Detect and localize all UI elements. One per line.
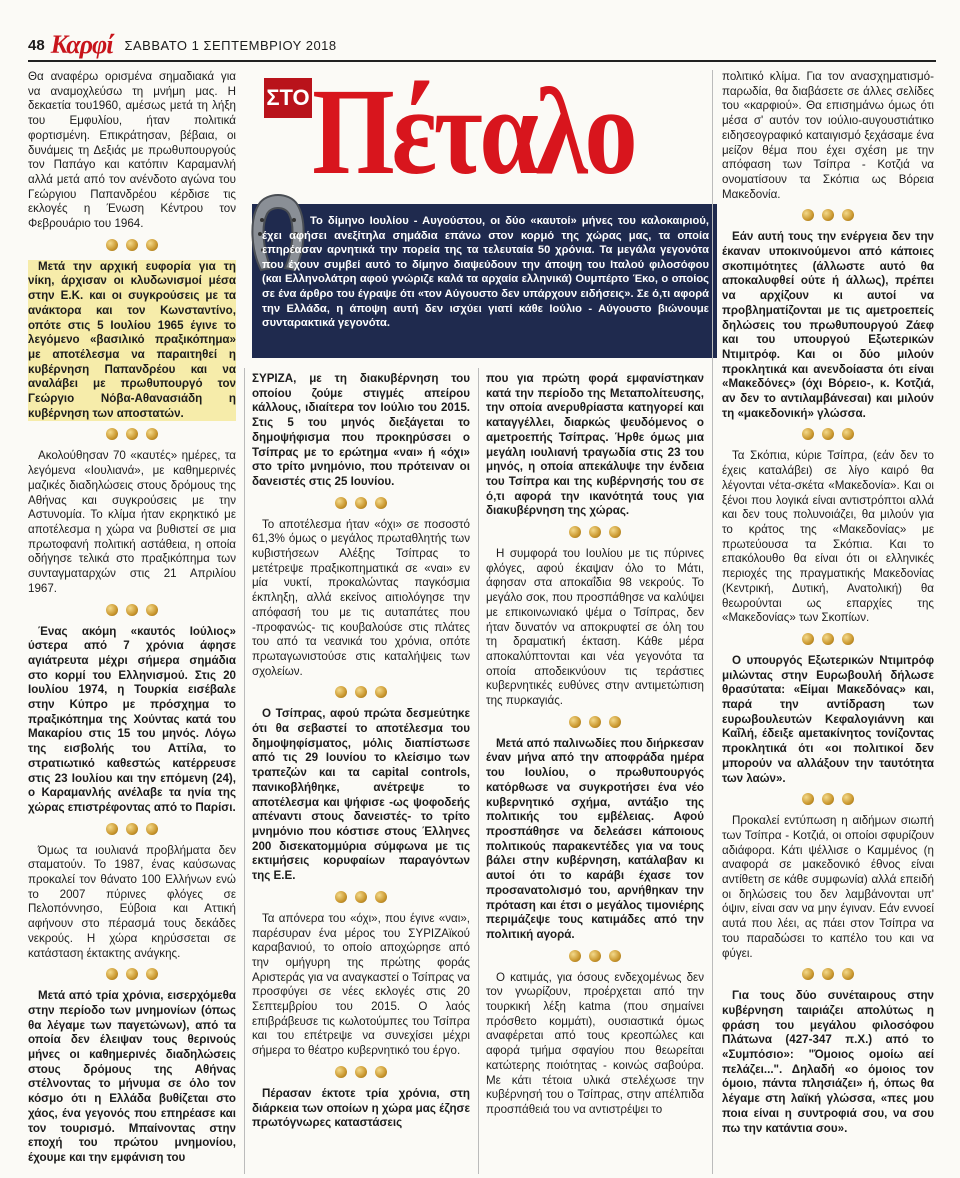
coin-dot-icon [802, 209, 814, 221]
coin-dot-icon [106, 604, 118, 616]
coin-dot-icon [802, 968, 814, 980]
separator-dots [252, 891, 470, 903]
coin-dot-icon [146, 428, 158, 440]
coin-dot-icon [842, 793, 854, 805]
coin-dot-icon [822, 793, 834, 805]
paragraph: Τα απόνερα του «όχι», που έγινε «ναι», παρέσυραν ένα μέρος του ΣΥΡΙΖΑϊκού καραβανιού, το οποίο αποχώρησε από την ομήγυρη της πρώτης φοράς Αριστεράς για να αναγκαστεί ο Τσίπρας να προσφύγει σε νέες εκλογές στις 20 Σεπτεμβρίου του 2015. Ο λαός επιβράβευσε τις κωλοτούμπες του Τσίπρα και του επέτρεψε να συνεχίσει μέχρι σήμερα το θέατρο κυβερνητικό του έργο. [252, 911, 470, 1058]
paragraph: Ακολούθησαν 70 «καυτές» ημέρες, τα λεγόμενα «Ιουλιανά», με καθημερινές μαζικές διαδηλώσεις στους δρόμους της Αθήνας και συγκρούσεις με την Αστυνομία. Το κλίμα ήταν εκρηκτικό με αποτέλεσμα η χώρα να βυθιστεί σε μια πρωτοφανή πολιτική αστάθεια, η οποία οδήγησε τελικά στο πραξικόπημα των συνταγματαρχών στις 21 Απριλίου 1967. [28, 449, 236, 595]
coin-dot-icon [589, 526, 601, 538]
column-1 [28, 70, 236, 1174]
coin-dot-icon [335, 891, 347, 903]
separator-dots [486, 716, 704, 728]
column-rule [712, 70, 713, 1174]
coin-dot-icon [569, 716, 581, 728]
coin-dot-icon [802, 633, 814, 645]
paragraph: Μετά από παλινωδίες που διήρκεσαν έναν μήνα από την αποφράδα ημέρα του Ιουλίου, ο πρωθυπουργός κατόρθωσε να συγκροτήσει ένα νέο κυβερνητικό σχήμα, αντάξιο της πολιτικής του εμβέλειας. Αφού προσπάθησε να δελεάσει κάποιους πολιτικούς παρακεντέδες για να τους βάλει στην κυβέρνηση, κατάλαβαν κι αυτοί ότι το καράβι έχασε τον προσανατολισμό του, αρνήθηκαν την πρόταση και έτσι ο μεγάλος τιμονιέρης περιμάζεψε τους κατιμάδες από την πολιτική αγορά. [486, 736, 704, 941]
separator-dots [28, 428, 236, 440]
separator-dots [722, 793, 934, 805]
coin-dot-icon [589, 716, 601, 728]
paragraph: Εάν αυτή τους την ενέργεια δεν την έκαναν υποκινούμενοι από κάποιες σκοπιμότητες (άλλωστε αυτό θα αποκαλυφθεί ούτε ή άλλως), πρέπει να αρχίζουν κι αυτοί να προβληματίζονται με τις αμετροεπείς δηλώσεις του πρωθυπουργού Ζάεφ και του υπουργού Εξωτερικών Ντιμιτρόφ. Και οι δύο μιλούν προκλητικά και ανενδοίαστα ότι είναι «Μακεδόνες» (όχι Βόρειο-, κ. Κοτζιά, αν δεν το αντιλαμβάνεσαι) και μιλούν τη «μακεδονική» γλώσσα. [722, 230, 934, 420]
separator-dots [486, 526, 704, 538]
coin-dot-icon [802, 793, 814, 805]
coin-dot-icon [802, 428, 814, 440]
coin-dot-icon [355, 1066, 367, 1078]
coin-dot-icon [335, 686, 347, 698]
newspaper-logo: Καρφί [50, 30, 113, 59]
separator-dots [252, 497, 470, 509]
coin-dot-icon [375, 891, 387, 903]
separator-dots [28, 823, 236, 835]
paragraph: Θα αναφέρω ορισμένα σημαδιακά για να αναμοχλεύσω τη μνήμη μας. Η δεκαετία του1960, αμέσως μετά τη λήξη του Εμφυλίου, ήταν πολιτικά φορτισμένη. Επικράτησαν, βέβαια, οι δυνάμεις τη Δεξιάς με πρωθυπουργούς τον Παπάγο και κατόπιν Καραμανλή αλλά μετά από τον ανένδοτο αγώνα του Γεώργιου Παπανδρέου κέρδισε τις εκλογές η Ένωση Κέντρου τον Φεβρουάριο του 1964. [28, 70, 236, 231]
separator-dots [722, 428, 934, 440]
lead-paragraph: Το δίμηνο Ιουλίου - Αυγούστου, οι δύο «καυτοί» μήνες του καλοκαιριού, έχει αφήσει ανεξίτηλα σημάδια επάνω στον κορμό της χώρας μας, τα οποία επηρέασαν αρνητικά την πορεία της τα τελευταία 50 χρόνια. Τα μεγάλα γεγονότα που έχουν συμβεί αυτό το δίμηνο διαψεύδουν την άποψη του Ιταλού φιλοσόφου (και Ελληνολάτρη αφού γνώριζε καλά τα αρχαία ελληνικά) Ουμπέρτο Έκο, ο οποίος σε ένα άρθρο του έγραψε ότι «τον Αύγουστο δεν υπάρχουν ειδήσεις». Σε ό,τι αφορά την Ελλάδα, η άποψη αυτή δεν ισχύει γιατί κάθε Ιούλιο - Αύγουστο βιώνουμε συνταρακτικά γεγονότα. [262, 215, 709, 330]
paragraph: Η συμφορά του Ιουλίου με τις πύρινες φλόγες, αφού έκαψαν όλο το Μάτι, άφησαν στα αποκαΐδια 98 νεκρούς. Το μεγάλο σοκ, που προσπάθησε να καλύψει με επικοινωνιακό ψέμα ο Τσίπρας, δεν ήταν δυνατόν να αποκρυφτεί σε όλη του τη δραματική έκταση. Κάθε μέρα αποκαλύπτονται και νέα γεγονότα τα οποία αποδεικνύουν τις τεράστιες κυβερνητικές ευθύνες στην αντιμετώπιση της πυρκαγιάς. [486, 547, 704, 708]
paragraph: Μετά την αρχική ευφορία για τη νίκη, άρχισαν οι κλυδωνισμοί μέσα στην Ε.Κ. και οι συγκρούσεις με τα ανάκτορα και τον Κωνσταντίνο, οπότε στις 5 Ιουλίου 1965 έγινε το λεγόμενο «βασιλικό πραξικόπημα» με αποτέλεσμα να παραιτηθεί η κυβέρνηση Παπανδρέου και να αναλάβει με πρωθυπουργό τον Γεώργιο Νόβα-Αθανασιάδη η κυβέρνηση των αποστατών. [28, 259, 236, 420]
coin-dot-icon [375, 1066, 387, 1078]
coin-dot-icon [609, 950, 621, 962]
lead-text [262, 214, 709, 331]
coin-dot-icon [842, 428, 854, 440]
paragraph: Για τους δύο συνέταιρους στην κυβέρνηση ταιριάζει απολύτως η φράση του μεγάλου φιλοσόφου Πλάτωνα (427-347 π.Χ.) από το «Συμπόσιο»: "Όμοιος ομοίω αεί πελάζει...". Δηλαδή «ο όμοιος τον όμοιο, πάντα πλησιάζει» ή, όπως θα λέγαμε στη λαϊκή γλώσσα, «πες μου ποια είναι η συντροφιά σου, να σου πω την κατάντια σου». [722, 989, 934, 1135]
coin-dot-icon [106, 428, 118, 440]
separator-dots [722, 633, 934, 645]
paragraph: Ένας ακόμη «καυτός Ιούλιος» ύστερα από 7 χρόνια άφησε αγιάτρευτα μέχρι σήμερα σημάδια στο κορμί του Ελληνισμού. Στις 20 Ιουλίου 1974, η Τουρκία εισέβαλε στην Κύπρο με πρόσχημα το πραξικόπημα της Χούντας κατά του Μακαρίου στις 15 του μηνός. Λόγω της εισβολής του Αττίλα, το στρατιωτικό καθεστώς κατέρρευσε στις 23 Ιουλίου και την επόμενη (24), ο Καραμανλής ανέλαβε τα ηνία της χώρας επιστρέφοντας από το Παρίσι. [28, 624, 236, 814]
page-number: 48 [28, 36, 45, 54]
coin-dot-icon [335, 497, 347, 509]
coin-dot-icon [146, 968, 158, 980]
coin-dot-icon [589, 950, 601, 962]
paragraph: ΣΥΡΙΖΑ, με τη διακυβέρνηση του οποίου ζούμε στιγμές απείρου κάλλους, ιδιαίτερα τον Ιούλιο του 2015. Στις 5 του μηνός διεξάγεται το δημοψήφισμα που προκηρύσσει ο Τσίπρας με το ερώτημα «ναι» ή «όχι» στο τρίτο μνημόνιο, που πρότειναν οι δανειστές στις 25 Ιουνίου. [252, 372, 470, 488]
issue-date: ΣΑΒΒΑΤΟ 1 ΣΕΠΤΕΜΒΡΙΟΥ 2018 [124, 37, 337, 53]
coin-dot-icon [126, 968, 138, 980]
coin-dot-icon [569, 950, 581, 962]
coin-dot-icon [106, 239, 118, 251]
separator-dots [28, 239, 236, 251]
coin-dot-icon [569, 526, 581, 538]
paragraph: πολιτικό κλίμα. Για τον ανασχηματισμό-παρωδία, θα διαβάσετε σε άλλες σελίδες του «καρφιού». Θα επισημάνω όμως ότι μέσα σ' αυτόν τον ιούλιο-αυγουστιάτικο ειδησεογραφικό καταιγισμό ξεχάσαμε ένα μείζον θέμα που έχει σχέση με την απόφαση των Τσίπρα - Κοτζιά να ονοματίσουν τα Σκόπια ως Βόρεια Μακεδονία. [722, 70, 934, 201]
paragraph: Ο υπουργός Εξωτερικών Ντιμιτρόφ μιλώντας στην Ευρωβουλή δήλωσε θρασύτατα: «Είμαι Μακεδόνας» και, παρά την αντίδραση των ευρωβουλευτών Κεφαλογιάννη και Καΐλή, έδειξε αμετακίνητος τονίζοντας προκλητικά ότι «οι πολιτικοί δεν μπορούν να αλλάξουν την ταυτότητα των λαών». [722, 653, 934, 785]
column-rule [478, 368, 479, 1174]
column-2 [252, 372, 470, 1174]
column-rule [244, 368, 245, 1174]
coin-dot-icon [375, 686, 387, 698]
coin-dot-icon [822, 968, 834, 980]
coin-dot-icon [126, 428, 138, 440]
article-title: Πέταλο [312, 63, 635, 200]
coin-dot-icon [106, 968, 118, 980]
paragraph: Το αποτέλεσμα ήταν «όχι» σε ποσοστό 61,3% όμως ο μεγάλος πρωταθλητής των κυβιστήσεων Αλέξης Τσίπρας το μετέτρεψε πραξικοπηματικά σε «ναι» εν μία νυκτί, προκαλώντας παγκόσμια έκπληξη, αλλά εκείνος αιτιολόγησε την απόφασή του με τις αυταπάτες που -προφανώς- τις κουβαλούσε στις πλάτες του από τα νεανικά του χρόνια, οπότε πρωταγωνιστούσε στις καταλήψεις των σχολείων. [252, 517, 470, 678]
coin-dot-icon [375, 497, 387, 509]
paragraph: Τα Σκόπια, κύριε Τσίπρα, (εάν δεν το έχεις καταλάβει) σε λίγο καιρό θα λέγονται νέτα-σκέτα «Μακεδονία». Και οι ξένοι που λογικά είναι αντιστρόπτοι αλλά και δεν τους πολυνοιάζει, θα μιλούν για το κράτος της «Μακεδονίας» με πρωτεύουσα τα Σκόπια. Και το επακόλουθο θα είναι ότι οι ελληνικές περιοχές της πραγματικής Μακεδονίας (Κεντρική, Δυτική, Ανατολική) θα θεωρούνται ως επαρχίες της «Μακεδονίας» των Σκοπίων. [722, 449, 934, 625]
coin-dot-icon [822, 633, 834, 645]
coin-dot-icon [355, 497, 367, 509]
coin-dot-icon [106, 823, 118, 835]
coin-dot-icon [355, 891, 367, 903]
coin-dot-icon [822, 209, 834, 221]
separator-dots [252, 1066, 470, 1078]
coin-dot-icon [842, 209, 854, 221]
separator-dots [28, 604, 236, 616]
paragraph: Ο κατιμάς, για όσους ενδεχομένως δεν τον γνωρίζουν, προέρχεται από την τουρκική λέξη katma (που σημαίνει πρόσθετο κομμάτι), ουσιαστικά όμως αναφέρεται από τους κρεοπώλες και αφορά τμήμα σφαγίου που θεωρείται κατώτερης ποιότητας - κοινώς σαβούρα. Με κάτι τέτοια υλικά στελέχωσε την κυβέρνησή του ο Τσίπρας, στην απέλπιδα προσπάθειά του να αντιστρέψει το [486, 970, 704, 1116]
paragraph: Όμως τα ιουλιανά προβλήματα δεν σταματούν. Το 1987, ένας καύσωνας προκαλεί τον θάνατο 100 Ελλήνων ενώ το 2007 πύρινες φλόγες σε Πελοπόννησο, Εύβοια και Αττική αφήνουν στο πέρασμά τους δεκάδες νεκρούς. Η χώρα κηρύσσεται σε κατάσταση έκτακτης ανάγκης. [28, 843, 236, 960]
coin-dot-icon [126, 604, 138, 616]
coin-dot-icon [842, 968, 854, 980]
column-4 [722, 70, 934, 1174]
coin-dot-icon [842, 633, 854, 645]
page-header [28, 32, 337, 58]
separator-dots [722, 209, 934, 221]
separator-dots [252, 686, 470, 698]
coin-dot-icon [609, 526, 621, 538]
coin-dot-icon [146, 604, 158, 616]
paragraph: Πέρασαν έκτοτε τρία χρόνια, στη διάρκεια των οποίων η χώρα μας έζησε πρωτόγνωρες καταστάσεις [252, 1086, 470, 1130]
separator-dots [28, 968, 236, 980]
column-3 [486, 372, 704, 1174]
paragraph: Προκαλεί εντύπωση η αιδήμων σιωπή των Τσίπρα - Κοτζιά, οι οποίοι σφυρίζουν αδιάφορα. Κάτι ψέλλισε ο Καμμένος (η αναφορά σε μακεδονικό έθνος είναι αντίθετη σε κάθε συμφωνία) αλλά επειδή οι δηλώσεις του δεν λαμβάνονται υπ' όψιν, είναι σαν να μην έγιναν. Εάν εννοεί αυτά που λέει, ας πάει στον Τσίπρα να του παραδώσει το καπέλο του και να φύγει. [722, 814, 934, 960]
coin-dot-icon [126, 823, 138, 835]
paragraph: που για πρώτη φορά εμφανίστηκαν κατά την περίοδο της Μεταπολίτευσης, την οποία ανερυθρίαστα κατηγορεί και καταγγέλλει, διαρκώς ψευδόμενος ο αμετροεπής Τσίπρας. Ήρθε όμως μια μεγάλη ιουλιανή τραγωδία στις 23 του μηνός, η οποία απεκάλυψε την ένδεια του Τσίπρα και της κυβέρνησής του σε ό,τι αφορά την ικανότητά τους για διακυβέρνηση της χώρας. [486, 372, 704, 518]
paragraph: Ο Τσίπρας, αφού πρώτα δεσμεύτηκε ότι θα σεβαστεί το αποτέλεσμα του δημοψηφίσματος, μόλις διαπίστωσε από τις 29 Ιουνίου το κλείσιμο των τραπεζών και τα capital controls, πανικοβλήθηκε, ανέτρεψε το αποτέλεσμα και ψήφισε -ως ψοφοδεής απέναντι στους δανειστές- το τρίτο μνημόνιο που κόστισε στους Έλληνες 200 δισεκατομμύρια σύμφωνα με τις εκτιμήσεις κορυφαίων παραγόντων της Ε.Ε. [252, 707, 470, 883]
title-prefix: ΣΤΟ [264, 78, 312, 118]
separator-dots [486, 950, 704, 962]
coin-dot-icon [146, 823, 158, 835]
coin-dot-icon [126, 239, 138, 251]
coin-dot-icon [355, 686, 367, 698]
coin-dot-icon [146, 239, 158, 251]
coin-dot-icon [609, 716, 621, 728]
separator-dots [722, 968, 934, 980]
coin-dot-icon [822, 428, 834, 440]
coin-dot-icon [335, 1066, 347, 1078]
paragraph: Μετά από τρία χρόνια, εισερχόμεθα στην περίοδο των μνημονίων (όπως θα λέγαμε των παγετώνων), από τα οποία δεν έλειψαν τους θερινούς μήνες οι καθημερινές διαδηλώσεις στους δρόμους της Αθήνας στέλνοντας το μήνυμα σε όλο τον κόσμο ότι η Ελλάδα βυθίζεται στο χάος, ένα γεγονός που επηρέασε και τον τουρισμό. Μπαίνοντας στην εποχή του πρώτου μνημονίου, έχουμε και την εμφάνιση του [28, 989, 236, 1164]
